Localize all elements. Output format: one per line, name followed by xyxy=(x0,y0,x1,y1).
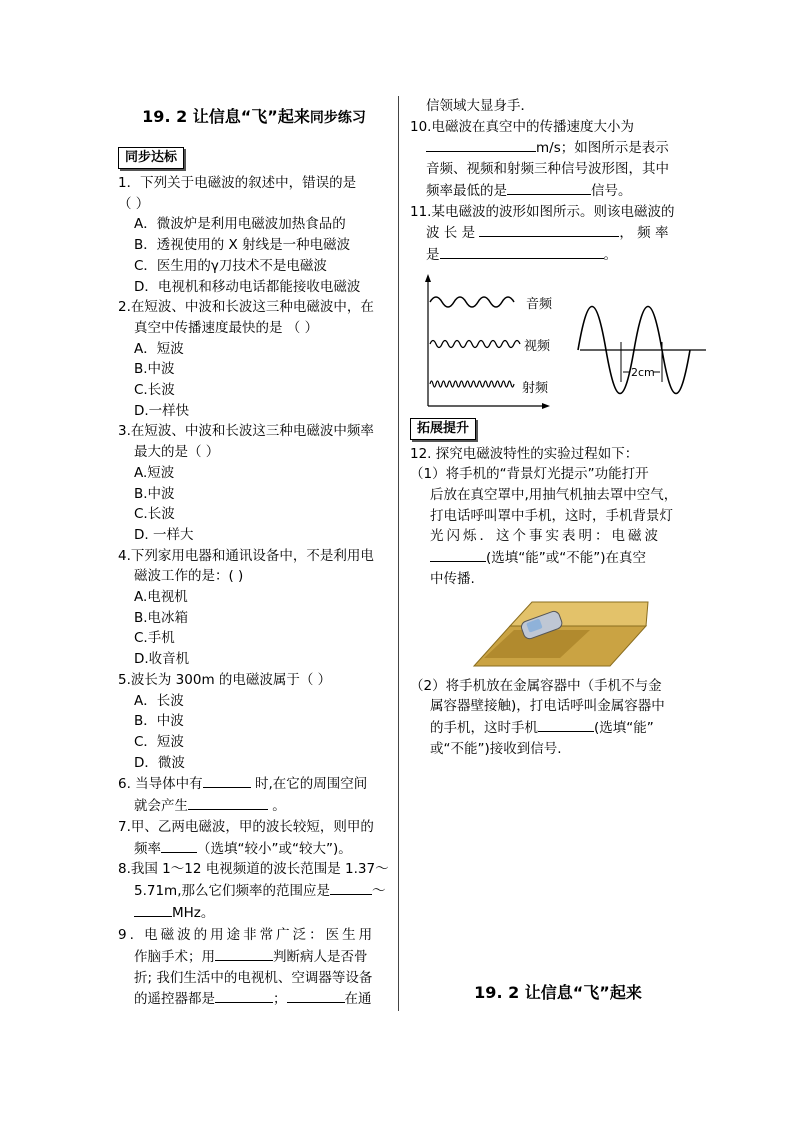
option: B.电冰箱 xyxy=(134,609,189,626)
question-text: 10.电磁波在真空中的传播速度大小为 xyxy=(410,118,634,135)
question-stem: 1．下列关于电磁波的叙述中，错误的是 xyxy=(118,175,357,191)
question-text: ； xyxy=(273,991,287,1008)
question-stem: 最大的是（ ） xyxy=(134,444,220,461)
option: C.手机 xyxy=(134,630,175,647)
option: D. 一样大 xyxy=(134,526,194,543)
question-stem: 磁波工作的是：( ) xyxy=(134,568,244,585)
question-text: 频率 xyxy=(134,840,161,857)
answer-blank[interactable] xyxy=(538,717,594,732)
question-1 xyxy=(118,173,390,297)
option: B.中波 xyxy=(134,361,175,378)
option: D．微波 xyxy=(134,754,185,771)
wavelength-label: 2cm xyxy=(631,365,655,379)
option: D.收音机 xyxy=(134,651,190,668)
question-stem: （ ） xyxy=(118,195,150,212)
option: D．电视机和移动电话都能接收电磁波 xyxy=(134,278,361,295)
answer-blank[interactable] xyxy=(215,946,273,961)
question-text: 属容器壁接触)，打电话呼叫金属容器中 xyxy=(430,698,665,715)
answer-blank[interactable] xyxy=(507,180,591,195)
question-stem: 4.下列家用电器和通讯设备中，不是利用电 xyxy=(118,547,374,564)
section-badge-ext: 拓展提升 xyxy=(410,418,476,440)
answer-blank[interactable] xyxy=(479,222,619,237)
question-text: MHz。 xyxy=(172,904,215,921)
answer-blank[interactable] xyxy=(426,137,536,152)
question-text: 7.甲、乙两电磁波，甲的波长较短，则甲的 xyxy=(118,818,374,835)
question-text: 波 长 是 xyxy=(426,225,476,242)
question-text: 在通 xyxy=(344,991,372,1008)
question-stem: 12. 探究电磁波特性的实验过程如下： xyxy=(410,445,639,462)
option: A.电视机 xyxy=(134,589,188,606)
option: D.一样快 xyxy=(134,402,190,419)
question-text: ～ xyxy=(372,882,386,899)
option: C.长波 xyxy=(134,382,175,399)
option: C.长波 xyxy=(134,506,175,523)
question-text: 作脑手术；用 xyxy=(134,949,215,966)
question-text: 是 xyxy=(426,246,440,263)
question-text: 信领域大显身手． xyxy=(426,98,534,114)
question-10 xyxy=(410,117,706,202)
option: B．透视使用的 X 射线是一种电磁波 xyxy=(134,237,351,254)
question-4 xyxy=(118,546,390,670)
question-text: （2）将手机放在金属容器中（手机不与金 xyxy=(410,677,662,694)
rf-label: 射频 xyxy=(522,380,549,396)
question-text: 。 xyxy=(268,798,286,815)
question-stem: 5.波长为 300m 的电磁波属于（ ） xyxy=(118,671,332,688)
question-text: 5.71m,那么它们频率的范围应是 xyxy=(134,882,331,899)
answer-blank[interactable] xyxy=(215,988,273,1003)
option: C．医生用的γ刀技术不是电磁波 xyxy=(134,257,327,274)
question-3 xyxy=(118,421,390,545)
option: B．中波 xyxy=(134,713,184,730)
answer-blank[interactable] xyxy=(161,838,197,853)
question-text: 折; 我们生活中的电视机、空调器等设备 xyxy=(134,969,373,986)
question-stem: 真空中传播速度最快的是 （ ） xyxy=(134,319,319,336)
option: B.中波 xyxy=(134,485,175,502)
question-text: 的手机，这时手机 xyxy=(430,719,538,736)
answer-blank[interactable] xyxy=(330,880,372,895)
question-text: 信号。 xyxy=(591,182,632,199)
question-12 xyxy=(410,444,706,760)
question-text: 光闪烁．这个事实表明：电磁波 xyxy=(430,528,661,545)
section-badge-sync: 同步达标 xyxy=(118,147,184,169)
answer-blank[interactable] xyxy=(203,773,251,788)
video-label: 视频 xyxy=(524,338,551,354)
option: A.短波 xyxy=(134,464,175,481)
question-text: (选填“能” xyxy=(594,719,654,736)
question-stem: 2.在短波、中波和长波这三种电磁波中，在 xyxy=(118,299,374,316)
question-text: （选填“较小”或“较大”)。 xyxy=(197,840,352,857)
question-text: ， 频 率 xyxy=(619,225,669,242)
answer-section-title: 19. 2 让信息“飞”起来 xyxy=(474,983,642,1002)
question-text: 时,在它的周围空间 xyxy=(250,776,368,793)
audio-label: 音频 xyxy=(526,296,553,312)
question-text: 音频、视频和射频三种信号波形图，其中 xyxy=(426,161,669,178)
question-text: 打电话呼叫罩中手机，这时，手机背景灯 xyxy=(430,507,673,524)
question-text: 后放在真空罩中,用抽气机抽去罩中空气， xyxy=(430,487,678,504)
question-5 xyxy=(118,670,390,774)
video-wave xyxy=(430,340,520,347)
title-main: 19. 2 让信息“飞”起来 xyxy=(142,107,310,126)
column-divider xyxy=(398,96,399,1011)
question-text: （1）将手机的“背景灯光提示”功能打开 xyxy=(410,466,649,483)
question-8 xyxy=(118,859,390,923)
page-title xyxy=(118,106,390,129)
metal-box-illustration xyxy=(470,596,650,670)
question-text: (选填“能”或“不能”)在真空 xyxy=(486,550,647,567)
question-text: 11.某电磁波的波形如图所示。则该电磁波的 xyxy=(410,203,675,220)
right-column xyxy=(410,96,706,759)
question-text: 判断病人是否骨 xyxy=(273,949,368,966)
rf-wave xyxy=(430,381,514,387)
option: A．短波 xyxy=(134,340,184,357)
question-text: 8.我国 1～12 电视频道的波长范围是 1.37～ xyxy=(118,861,389,878)
question-text: 或“不能”)接收到信号. xyxy=(430,740,562,757)
left-column xyxy=(118,106,390,1010)
question-11 xyxy=(410,202,706,266)
option: C．短波 xyxy=(134,733,184,750)
title-sub: 同步练习 xyxy=(309,110,366,126)
answer-blank[interactable] xyxy=(134,902,172,917)
audio-wave xyxy=(430,297,514,307)
question-text: 的遥控器都是 xyxy=(134,991,215,1008)
answer-blank[interactable] xyxy=(287,988,345,1003)
question-text: 就会产生 xyxy=(134,798,188,815)
question-text: 。 xyxy=(603,246,617,263)
question-7 xyxy=(118,817,390,859)
wave-diagram xyxy=(410,272,706,412)
question-text: 9. 电磁波的用途非常广泛：医生用 xyxy=(118,927,376,944)
x-axis-arrow xyxy=(542,403,550,409)
answer-blank[interactable] xyxy=(430,547,486,562)
answer-blank[interactable] xyxy=(440,244,604,259)
answer-blank[interactable] xyxy=(188,795,268,810)
question-stem: 3.在短波、中波和长波这三种电磁波中频率 xyxy=(118,423,374,440)
option: A．微波炉是利用电磁波加热食品的 xyxy=(134,216,346,233)
question-text: 中传播. xyxy=(430,570,475,587)
option: A．长波 xyxy=(134,692,184,709)
question-text: m/s；如图所示是表示 xyxy=(536,140,669,157)
question-2 xyxy=(118,297,390,421)
wave-figures xyxy=(410,272,706,412)
question-text: 频率最低的是 xyxy=(426,182,507,199)
question-9 xyxy=(118,925,390,1010)
y-axis-arrow xyxy=(425,274,431,282)
question-text: 6. 当导体中有 xyxy=(118,776,203,793)
question-6 xyxy=(118,773,390,816)
phone-in-box-image xyxy=(470,596,650,670)
